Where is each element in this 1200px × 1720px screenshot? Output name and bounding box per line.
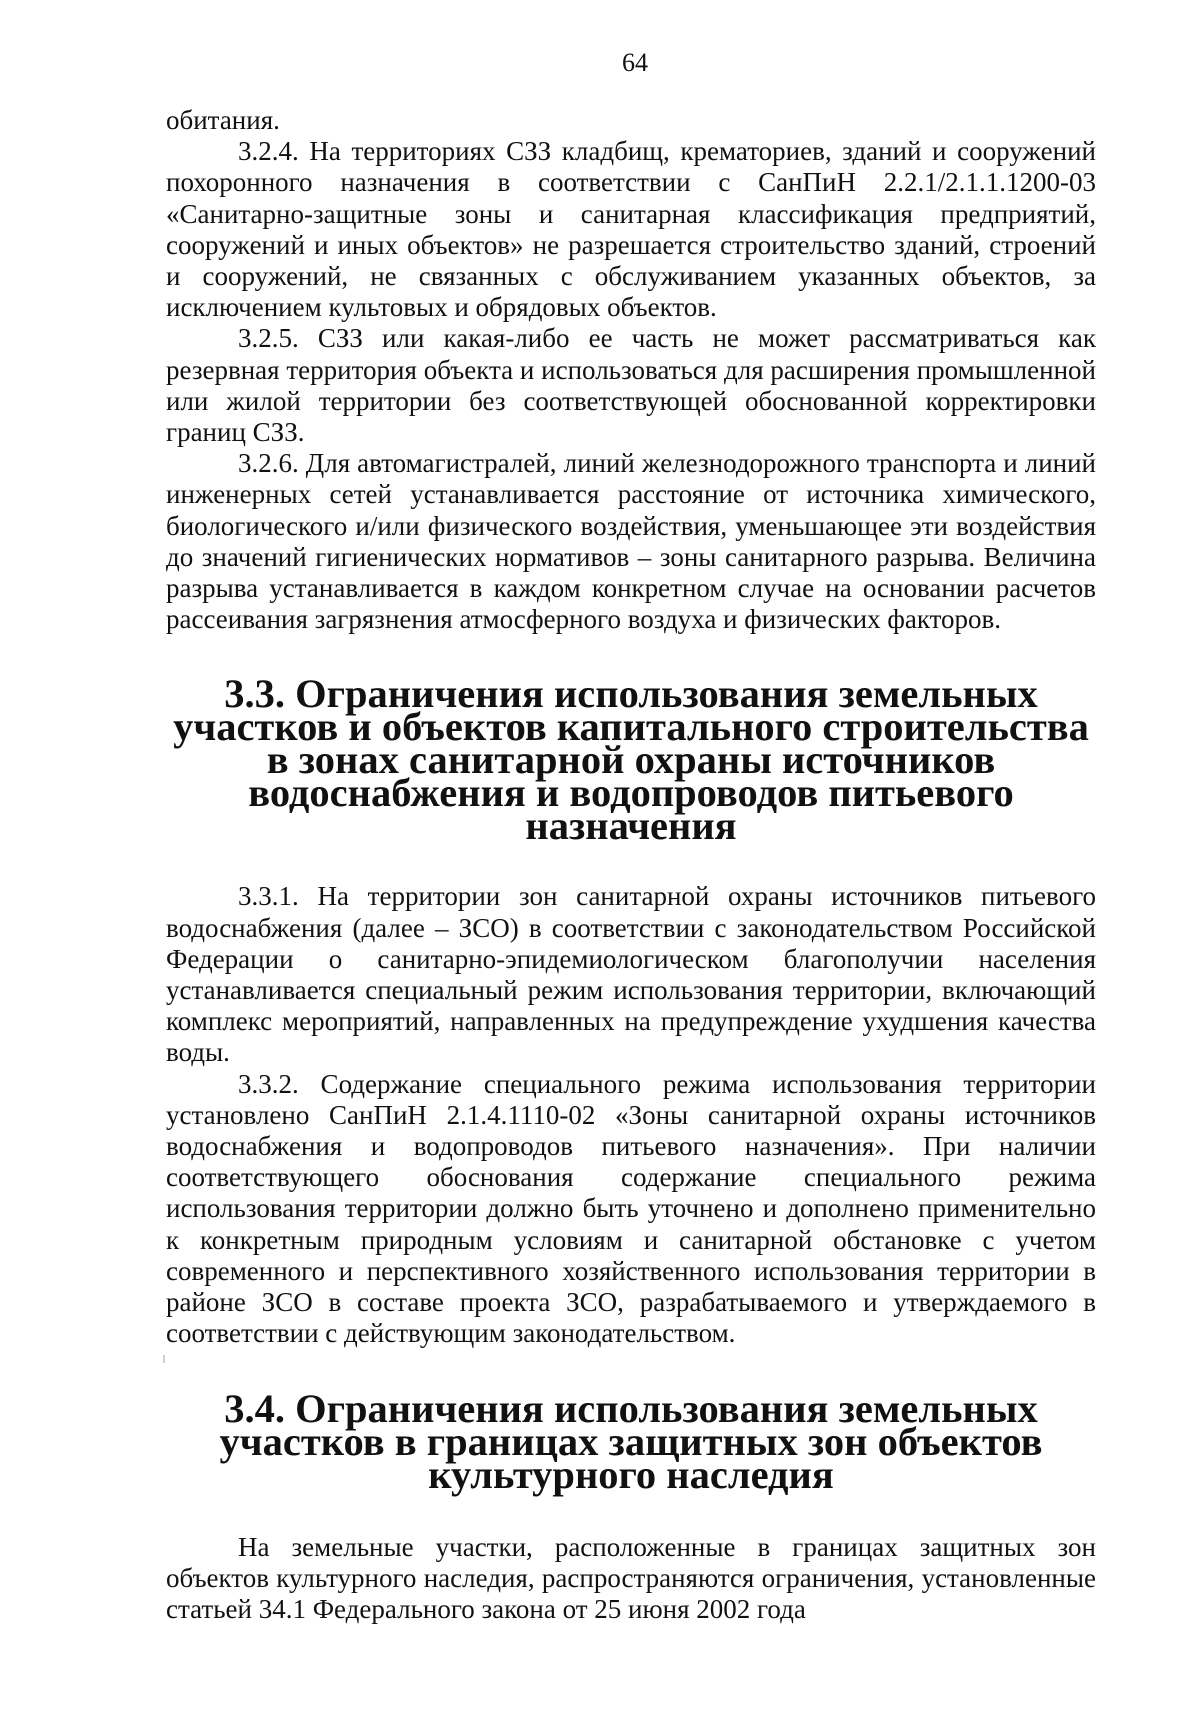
paragraph-continuation: обитания. [166,105,280,135]
paragraph-3-2-4: 3.2.4. На территориях СЗЗ кладбищ, крематориев, зданий и сооружений похоронного назначения в соответствии с СанПиН 2.2.1/2.1.1.1200-03 «Санитарно-защитные зоны и санитарная классификация предприятий, сооружений и иных объектов» не разрешается строительство зданий, строений и сооружений, не связанных с обслуживанием указанных объектов, за исключением культовых и обрядовых объектов. [166,136,1096,323]
section-heading-3-3: 3.3. Ограничения использования земельных участков и объектов капитального строительства в зонах санитарной охраны источников водоснабжения и водопроводов питьевого назначения [173,671,1089,849]
scan-artifact-mark [163,1355,165,1363]
paragraph-3-3-2: 3.3.2. Содержание специального режима использования территории установлено СанПиН 2.1.4.1110-02 «Зоны санитарной охраны источников водоснабжения и водопроводов питьевого назначения». При наличии соответствующего обоснования содержание специального режима использования территории должно быть уточнено и дополнено применительно к конкретным природным условиям и санитарной обстановке с учетом современного и перспективного хозяйственного использования территории в районе ЗСО в составе проекта ЗСО, разрабатываемого и утверждаемого в соответствии с действующим законодательством. [166,1068,1096,1349]
paragraph-3-2-5: 3.2.5. СЗЗ или какая-либо ее часть не может рассматриваться как резервная территория объекта и использоваться для расширения промышленной или жилой территории без соответствующей обоснованной корректировки границ СЗЗ. [166,323,1096,448]
section-heading-3-4: 3.4. Ограничения использования земельных участков в границах защитных зон объектов культурного наследия [219,1385,1043,1497]
paragraph-3-4-intro: На земельные участки, расположенные в границах защитных зон объектов культурного наследия, распространяются ограничения, установленные статьей 34.1 Федерального закона от 25 июня 2002 года [166,1531,1096,1624]
page-number: 64 [622,48,648,77]
page-content [166,105,1096,1625]
paragraph-3-3-1: 3.3.1. На территории зон санитарной охраны источников питьевого водоснабжения (далее – ЗСО) в соответствии с законодательством Российской Федерации о санитарно-эпидемиологическом благополучии населения устанавливается специальный режим использования территории, включающий комплекс мероприятий, направленных на предупреждение ухудшения качества воды. [166,881,1096,1068]
paragraph-3-2-6: 3.2.6. Для автомагистралей, линий железнодорожного транспорта и линий инженерных сетей устанавливается расстояние от источника химического, биологического и/или физического воздействия, уменьшающее эти воздействия до значений гигиенических нормативов – зоны санитарного разрыва. Величина разрыва устанавливается в каждом конкретном случае на основании расчетов рассеивания загрязнения атмосферного воздуха и физических факторов. [166,448,1096,635]
